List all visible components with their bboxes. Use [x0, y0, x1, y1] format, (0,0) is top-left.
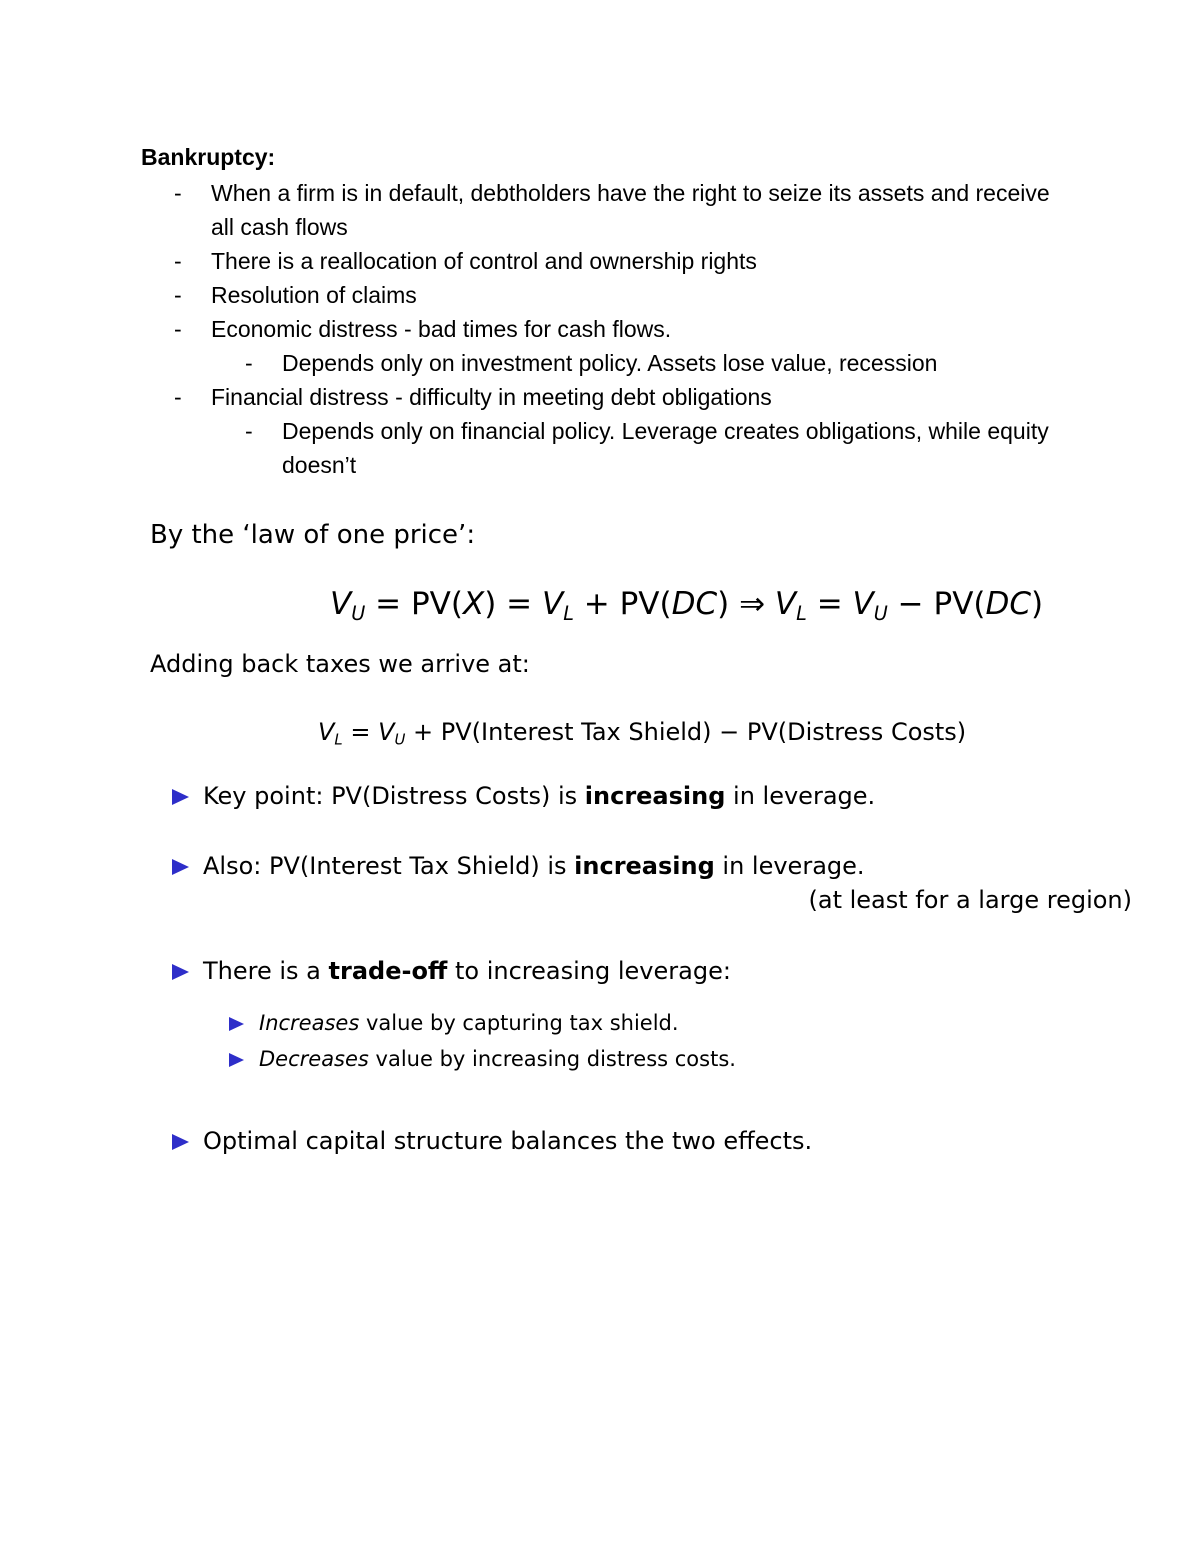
sub-bullet-decreases: Decreases value by increasing distress costs. [229, 1043, 736, 1075]
list-item [0, 176, 1071, 244]
dash-marker: - [174, 384, 182, 410]
bullet-key-point: Key point: PV(Distress Costs) is increasing in leverage. [172, 780, 875, 812]
triangle-bullet-icon [229, 1017, 244, 1031]
triangle-bullet-icon [172, 964, 189, 980]
adding-taxes-text: Adding back taxes we arrive at: [150, 650, 530, 678]
sub-bullet-increases: Increases value by capturing tax shield. [229, 1007, 679, 1039]
triangle-bullet-icon [172, 789, 189, 805]
bankruptcy-list [0, 176, 1200, 482]
list-item-text: When a firm is in default, debtholders have the right to seize its assets and receive all cash flows [211, 180, 1050, 240]
dash-marker: - [245, 418, 253, 444]
list-item [0, 244, 1071, 278]
equation-tradeoff: $V_L = V_U$ + PV(Interest Tax Shield) − PV(Distress Costs) [318, 718, 967, 749]
dash-marker: - [174, 282, 182, 308]
list-item-text: Depends only on investment policy. Assets lose value, recession [282, 350, 938, 376]
list-item [0, 312, 1071, 346]
dash-marker: - [174, 316, 182, 342]
bullet-optimal: Optimal capital structure balances the two effects. [172, 1125, 812, 1157]
list-item-text: Depends only on financial policy. Leverage creates obligations, while equity doesn’t [282, 418, 1049, 478]
equation-law-of-one-price: $V_U = PV(X) = V_L + PV(DC)$ ⇒ $V_L = V_U - PV(DC)$ [330, 586, 1044, 625]
list-item-text: There is a reallocation of control and ownership rights [211, 248, 757, 274]
dash-marker: - [245, 350, 253, 376]
triangle-bullet-icon [172, 859, 189, 875]
list-item-text: Financial distress - difficulty in meeting debt obligations [211, 384, 772, 410]
notes-title: Bankruptcy: [141, 144, 276, 170]
list-item [0, 278, 1071, 312]
list-item [0, 380, 1071, 414]
list-item-text: Resolution of claims [211, 282, 417, 308]
dash-marker: - [174, 248, 182, 274]
sub-list-item [0, 346, 1082, 380]
large-region-note: (at least for a large region) [808, 886, 1132, 914]
triangle-bullet-icon [172, 1134, 189, 1150]
bullet-tradeoff: There is a trade-off to increasing leverage: [172, 955, 731, 987]
law-of-one-price-heading: By the ‘law of one price’: [150, 520, 476, 550]
dash-marker: - [174, 180, 182, 206]
list-item-text: Economic distress - bad times for cash flows. [211, 316, 672, 342]
triangle-bullet-icon [229, 1053, 244, 1067]
bullet-also: Also: PV(Interest Tax Shield) is increasing in leverage. [172, 850, 865, 882]
sub-list-item [0, 414, 1082, 482]
